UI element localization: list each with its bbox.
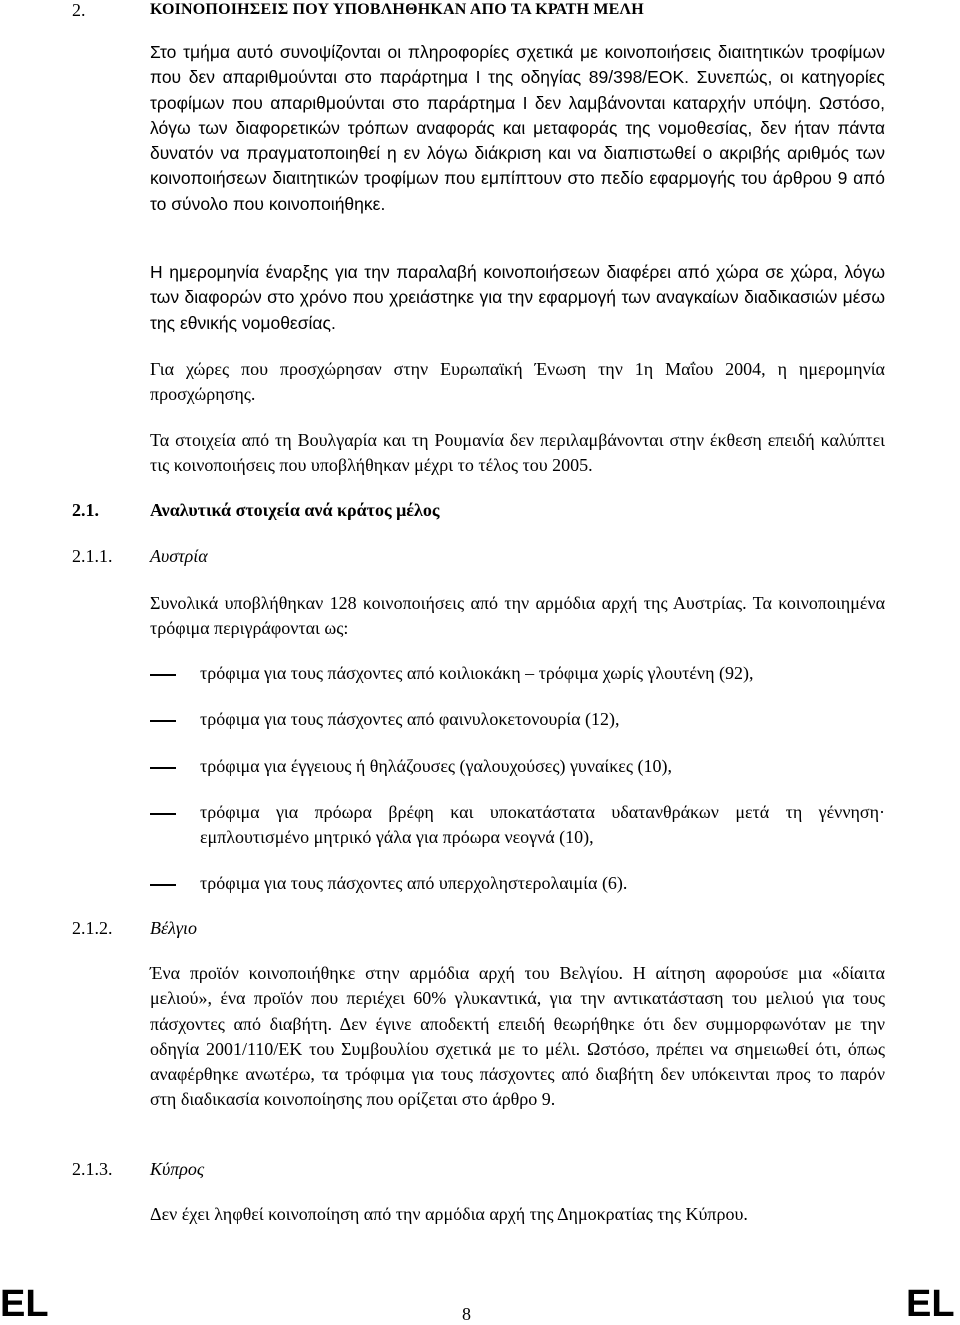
page-number: 8: [462, 1304, 471, 1324]
intro-paragraph-3: Για χώρες που προσχώρησαν στην Ευρωπαϊκή Ένωση την 1η Μαΐου 2004, η ημερομηνία προσχώρησης.: [150, 359, 885, 405]
footer-language-label-right: EL: [906, 1283, 955, 1325]
intro-paragraph-4: Τα στοιχεία από τη Βουλγαρία και τη Ρουμανία δεν περιλαμβάνονται στην έκθεση επειδή καλύπτει τις κοινοποιήσεις που υποβλήθηκαν μέχρι το τέλος του 2005.: [150, 430, 885, 476]
subsection-title: Αναλυτικά στοιχεία ανά κράτος μέλος: [150, 500, 440, 520]
section-title: ΚΟΙΝΟΠΟΙΗΣΕΙΣ ΠΟΥ ΥΠΟΒΛΗΘΗΚΑΝ ΑΠΟ ΤΑ ΚΡΑΤΗ ΜΕΛΗ: [150, 1, 644, 18]
bullet-dash-icon: [150, 767, 176, 769]
belgium-heading-title: Βέλγιο: [150, 918, 197, 938]
austria-heading-title: Αυστρία: [150, 546, 208, 566]
bullet-dash-icon: [150, 674, 176, 676]
footer-language-label-left: EL: [0, 1283, 49, 1325]
cyprus-heading-title: Κύπρος: [150, 1159, 205, 1179]
cyprus-heading-number: 2.1.3.: [72, 1159, 113, 1179]
subsection-number: 2.1.: [72, 500, 99, 520]
section-number: 2.: [72, 0, 86, 20]
belgium-paragraph: Ένα προϊόν κοινοποιήθηκε στην αρμόδια αρχή του Βελγίου. Η αίτηση αφορούσε μια «δίαιτα μελιού», ένα προϊόν που περιέχει 60% γλυκαντικά, για την αντικατάσταση του μελιού για τους πάσχοντες από διαβήτη. Δεν έγινε αποδεκτή επειδή θεωρήθηκε ότι δεν συμμορφωνόταν με την οδηγία 2001/110/ΕΚ του Συμβουλίου σχετικά με το μέλι. Ωστόσο, πρέπει να σημειωθεί ότι, όπως αναφέρθηκε ανωτέρω, τα τρόφιμα για τους πάσχοντες από διαβήτη δεν υπόκεινται προς το παρόν στη διαδικασία κοινοποίησης που ορίζεται στο άρθρο 9.: [150, 963, 885, 1110]
cyprus-paragraph: Δεν έχει ληφθεί κοινοποίηση από την αρμόδια αρχή της Δημοκρατίας της Κύπρου.: [150, 1204, 748, 1224]
bullet-dash-icon: [150, 884, 176, 886]
austria-heading-number: 2.1.1.: [72, 546, 113, 566]
bullet-dash-icon: [150, 720, 176, 722]
intro-paragraph-1: Στο τμήμα αυτό συνοψίζονται οι πληροφορίες σχετικά με κοινοποιήσεις διαιτητικών τροφίμων που δεν απαριθμούνται στο παράρτημα Ι της οδηγίας 89/398/ΕΟΚ. Συνεπώς, οι κατηγορίες τροφίμων που απαριθμούνται στο παράρτημα Ι δεν λαμβάνονται καταρχήν υπόψη. Ωστόσο, λόγω των διαφορετικών τρόπων αναφοράς και μεταφοράς της νομοθεσίας, δεν ήταν πάντα δυνατόν να πραγματοποιηθεί η εν λόγω διάκριση και να διαπιστωθεί ο ακριβής αριθμός των κοινοποιήσεων διαιτητικών τροφίμων που εμπίπτουν στο πεδίο εφαρμογής του άρθρου 9 από το σύνολο που κοινοποιήθηκε.: [150, 42, 885, 214]
austria-paragraph: Συνολικά υποβλήθηκαν 128 κοινοποιήσεις από την αρμόδια αρχή της Αυστρίας. Τα κοινοποιημένα τρόφιμα περιγράφονται ως:: [150, 593, 885, 639]
belgium-heading-number: 2.1.2.: [72, 918, 113, 938]
austria-bullet-item: τρόφιμα για τους πάσχοντες από υπερχοληστερολαιμία (6).: [200, 873, 628, 893]
bullet-dash-icon: [150, 813, 176, 815]
austria-bullet-item: τρόφιμα για τους πάσχοντες από φαινυλοκετονουρία (12),: [200, 709, 620, 729]
intro-paragraph-2: Η ημερομηνία έναρξης για την παραλαβή κοινοποιήσεων διαφέρει από χώρα σε χώρα, λόγω των διαφορών στο χρόνο που χρειάστηκε για την εφαρμογή των αναγκαίων διαδικασιών μέσω της εθνικής νομοθεσίας.: [150, 262, 885, 333]
austria-bullet-item: τρόφιμα για πρόωρα βρέφη και υποκατάστατα υδατανθράκων μετά τη γέννηση· εμπλουτισμένο μητρικό γάλα για πρόωρα νεογνά (10),: [200, 802, 885, 848]
austria-bullet-item: τρόφιμα για έγγειους ή θηλάζουσες (γαλουχούσες) γυναίκες (10),: [200, 756, 672, 776]
austria-bullet-item: τρόφιμα για τους πάσχοντες από κοιλιοκάκη – τρόφιμα χωρίς γλουτένη (92),: [200, 663, 754, 683]
